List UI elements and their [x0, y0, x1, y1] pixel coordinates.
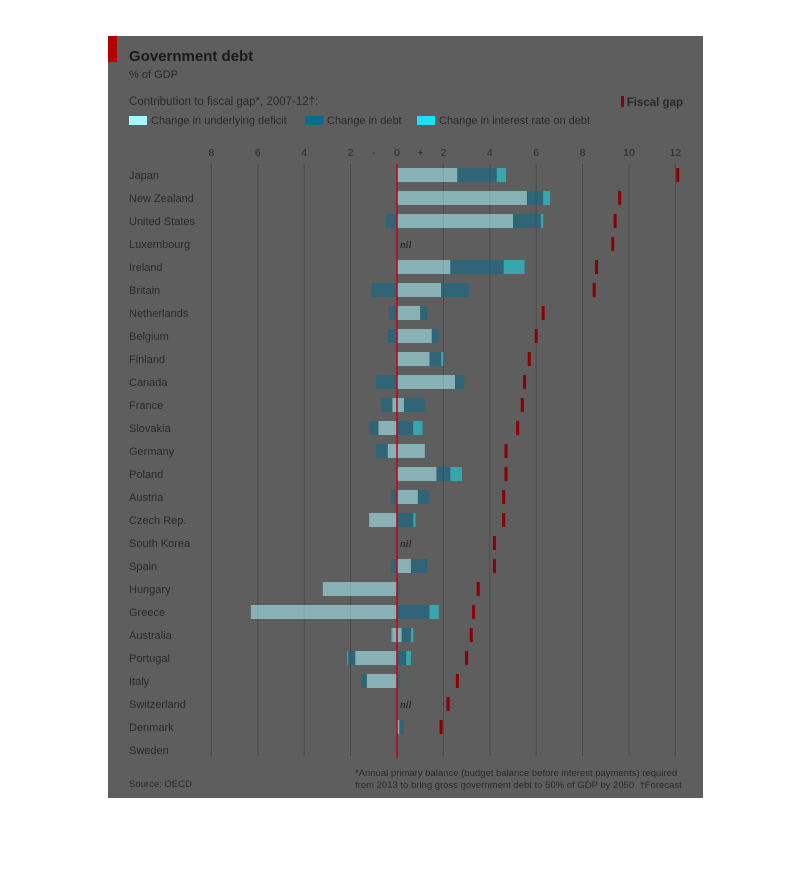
x-tick-label: 0 — [394, 147, 400, 159]
bar-positive — [397, 191, 527, 205]
bar-positive — [397, 260, 450, 274]
category-label: Canada — [129, 377, 168, 389]
fiscal-gap-marker — [516, 421, 519, 435]
category-label: Hungary — [129, 584, 171, 596]
category-label: South Korea — [129, 538, 191, 550]
category-label: Switzerland — [129, 699, 186, 711]
bar-positive — [413, 513, 415, 527]
bar-positive — [397, 605, 429, 619]
category-label: Australia — [129, 630, 172, 642]
bar-positive — [397, 352, 429, 366]
x-tick-label: 6 — [254, 147, 261, 159]
bar-positive — [436, 467, 450, 481]
footnote-line-1: *Annual primary balance (budget balance before interest payments) required — [355, 768, 678, 779]
bar-positive — [397, 306, 420, 320]
bar-negative — [389, 306, 397, 320]
category-label: Poland — [129, 469, 164, 481]
category-label: Greece — [129, 607, 166, 619]
bar-positive — [420, 306, 427, 320]
category-label: Luxembourg — [129, 239, 191, 251]
bar-positive — [397, 283, 441, 297]
bar-positive — [397, 214, 513, 228]
bar-positive — [397, 168, 457, 182]
bar-positive — [418, 490, 430, 504]
chart-subtitle: % of GDP — [129, 69, 178, 81]
category-label: United States — [129, 216, 196, 228]
fiscal-gap-marker — [465, 651, 468, 665]
fiscal-gap-marker — [493, 559, 496, 573]
x-tick-label: 10 — [623, 147, 635, 159]
bar-positive — [455, 375, 464, 389]
bar-positive — [513, 214, 541, 228]
bar-positive — [397, 375, 455, 389]
fiscal-gap-marker — [523, 375, 526, 389]
fiscal-gap-marker — [614, 214, 617, 228]
nil-label: nil — [400, 239, 412, 251]
legend-label: Change in interest rate on debt — [439, 115, 591, 127]
bar-negative — [251, 605, 397, 619]
fiscal-gap-marker — [493, 536, 496, 550]
category-label: Denmark — [129, 722, 174, 734]
fiscal-gap-marker — [447, 697, 450, 711]
bar-positive — [441, 283, 469, 297]
contribution-label: Contribution to fiscal gap*, 2007-12†: — [129, 96, 319, 108]
bar-chart — [108, 36, 703, 798]
footnote-line-2: from 2013 to bring gross government debt to 50% of GDP by 2050 — [355, 780, 635, 791]
x-tick-label: 12 — [669, 147, 682, 159]
category-label: Finland — [129, 354, 166, 366]
bar-positive — [397, 398, 404, 412]
bar-positive — [399, 720, 404, 734]
category-label: Netherlands — [129, 308, 189, 320]
bar-negative — [391, 490, 397, 504]
bar-positive — [397, 490, 418, 504]
footnote-forecast: †Forecast — [639, 780, 682, 791]
bar-positive — [397, 651, 406, 665]
fiscal-gap-marker — [472, 605, 475, 619]
category-label: Japan — [129, 170, 159, 182]
x-tick-label: 8 — [579, 147, 586, 159]
category-label: Czech Rep. — [129, 515, 187, 527]
bar-positive — [543, 191, 550, 205]
bar-negative — [378, 421, 397, 435]
bar-negative — [391, 628, 392, 642]
footnote — [355, 768, 682, 792]
bar-positive — [429, 605, 438, 619]
fiscal-gap-marker — [676, 168, 679, 182]
bar-positive — [411, 559, 427, 573]
bar-negative — [371, 283, 397, 297]
fiscal-gap-marker — [440, 720, 443, 734]
bar-positive — [411, 628, 413, 642]
fiscal-gap-marker — [505, 467, 508, 481]
bar-positive — [397, 444, 425, 458]
x-tick-label: 4 — [486, 147, 493, 159]
category-label: Slovakia — [129, 423, 171, 435]
fiscal-gap-marker — [535, 329, 538, 343]
x-tick-label: 8 — [208, 147, 215, 159]
category-label: Ireland — [129, 262, 163, 274]
bar-positive — [397, 467, 436, 481]
bar-positive — [504, 260, 525, 274]
category-label: New Zealand — [129, 193, 194, 205]
fiscal-gap-marker — [477, 582, 480, 596]
bar-positive — [527, 191, 543, 205]
legend-label: Change in underlying deficit — [151, 115, 287, 127]
chart-title: Government debt — [129, 48, 254, 65]
bar-positive — [441, 352, 443, 366]
category-label: France — [129, 400, 164, 412]
bar-positive — [397, 329, 432, 343]
category-label: Sweden — [129, 745, 169, 757]
fiscal-gap-marker — [456, 674, 459, 688]
bar-positive — [397, 421, 413, 435]
bar-positive — [432, 329, 439, 343]
bar-negative — [367, 674, 397, 688]
fiscal-gap-marker — [595, 260, 598, 274]
nil-label: nil — [400, 538, 412, 550]
category-label: Belgium — [129, 331, 169, 343]
x-tick-label: 2 — [347, 147, 354, 159]
fiscal-gap-marker — [505, 444, 508, 458]
bar-negative — [323, 582, 397, 596]
fiscal-gap-marker — [502, 513, 505, 527]
bar-negative — [369, 513, 397, 527]
bar-negative — [391, 559, 397, 573]
bar-negative — [347, 651, 348, 665]
bar-positive — [413, 421, 422, 435]
fiscal-gap-marker — [593, 283, 596, 297]
legend-label: Change in debt — [327, 115, 402, 127]
fiscal-gap-marker — [618, 191, 621, 205]
bar-negative — [381, 398, 393, 412]
chart-panel — [108, 36, 703, 798]
bar-positive — [397, 513, 413, 527]
category-label: Britain — [129, 285, 161, 297]
bar-negative — [388, 329, 397, 343]
nil-label: nil — [400, 699, 412, 711]
bar-positive — [406, 651, 411, 665]
bar-positive — [450, 260, 503, 274]
bar-negative — [369, 421, 378, 435]
fiscal-gap-key-label: Fiscal gap — [626, 97, 683, 109]
category-label: Portugal — [129, 653, 170, 665]
fiscal-gap-marker — [502, 490, 505, 504]
bar-positive — [402, 628, 411, 642]
bar-positive — [497, 168, 506, 182]
bar-negative — [385, 214, 397, 228]
x-tick-label: 2 — [440, 147, 447, 159]
fiscal-gap-marker — [521, 398, 524, 412]
x-tick-label: - — [372, 147, 376, 159]
category-label: Germany — [129, 446, 175, 458]
bar-positive — [541, 214, 543, 228]
bar-negative — [355, 651, 397, 665]
fiscal-gap-marker — [611, 237, 614, 251]
bar-positive — [397, 559, 411, 573]
category-label: Austria — [129, 492, 164, 504]
bar-positive — [457, 168, 496, 182]
x-tick-label: 6 — [533, 147, 540, 159]
x-tick-label: + — [417, 147, 424, 159]
bar-negative — [348, 651, 355, 665]
fiscal-gap-marker — [528, 352, 531, 366]
source-note: Source: OECD — [129, 779, 192, 790]
bar-negative — [361, 674, 367, 688]
bar-positive — [450, 467, 462, 481]
bar-negative — [388, 444, 397, 458]
category-label: Spain — [129, 561, 158, 573]
fiscal-gap-marker — [470, 628, 473, 642]
category-label: Italy — [129, 676, 150, 688]
bar-positive — [404, 398, 425, 412]
x-tick-label: 4 — [301, 147, 308, 159]
fiscal-gap-marker — [542, 306, 545, 320]
bar-positive — [429, 352, 441, 366]
bar-negative — [376, 444, 388, 458]
bar-negative — [376, 375, 397, 389]
